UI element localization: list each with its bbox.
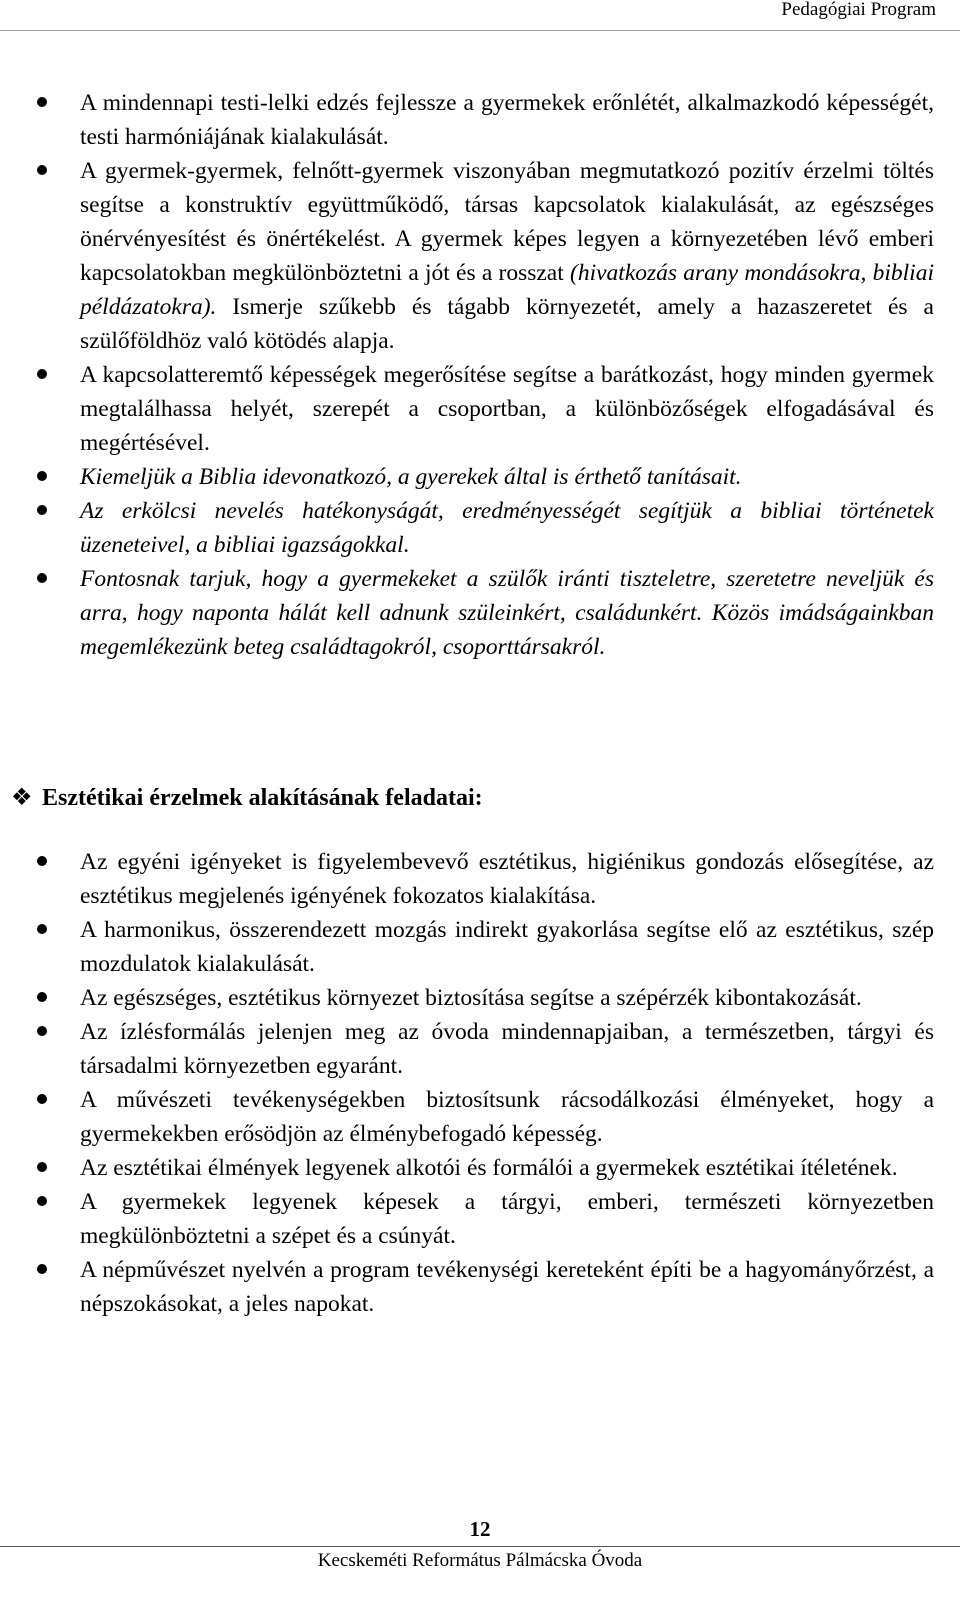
list-item bbox=[0, 981, 960, 1015]
bullet-icon bbox=[37, 1264, 47, 1274]
text-segment: Ismerje szűkebb és tágabb környezetét, amely a hazaszeretet és a szülőföldhöz való kötödés alapja. bbox=[80, 294, 934, 354]
text-segment: A gyermek-gyermek, felnőtt-gyermek viszonyában megmutatkozó pozitív érzelmi töltés segítse a konstruktív együttműködő, társas kapcsolatok kialakulását, az egészséges önérvényesítést és önértékelést. A gyermek képes legyen a környezetében lévő emberi kapcsolatokban megkülönböztetni a jót és a rosszat bbox=[80, 158, 934, 286]
list-item-text: A művészeti tevékenységekben biztosítsunk rácsodálkozási élményeket, hogy a gyermekekben erősödjön az élménybefogadó képesség. bbox=[80, 1087, 934, 1147]
bullet-icon bbox=[37, 97, 47, 107]
list-item-text: A kapcsolatteremtő képességek megerősítése segítse a barátkozást, hogy minden gyermek megtalálhassa helyét, szerepét a csoportban, a különbözőségek elfogadásával és megértésével. bbox=[80, 362, 934, 456]
bullet-icon bbox=[37, 471, 47, 481]
list-item bbox=[0, 494, 960, 562]
bullet-icon bbox=[37, 1196, 47, 1206]
list-item bbox=[0, 1185, 960, 1253]
list-item-text: A mindennapi testi-lelki edzés fejlessze a gyermekek erőnlétét, alkalmazkodó képességét, testi harmóniájának kialakulását. bbox=[80, 90, 934, 150]
moral-education-list bbox=[0, 86, 960, 664]
list-item-text: Az egészséges, esztétikus környezet biztosítása segítse a szépérzék kibontakozását. bbox=[80, 985, 862, 1011]
list-item bbox=[0, 1151, 960, 1185]
list-item-text: A gyermekek legyenek képesek a tárgyi, emberi, természeti környezetben megkülönböztetni a szépet és a csúnyát. bbox=[80, 1189, 934, 1249]
bullet-icon bbox=[37, 165, 47, 175]
list-item-text: Az ízlésformálás jelenjen meg az óvoda mindennapjaiban, a természetben, tárgyi és társadalmi környezetben egyaránt. bbox=[80, 1019, 934, 1079]
section-title: Esztétikai érzelmek alakításának feladatai: bbox=[42, 785, 483, 811]
page-header: Pedagógiai Program bbox=[781, 0, 936, 20]
bullet-icon bbox=[37, 992, 47, 1002]
bullet-icon bbox=[37, 1026, 47, 1036]
list-item-text bbox=[80, 154, 934, 358]
header-divider bbox=[0, 30, 960, 31]
list-item-text: Kiemeljük a Biblia idevonatkozó, a gyerekek által is érthető tanításait. bbox=[80, 464, 742, 490]
list-item bbox=[0, 1083, 960, 1151]
list-item-text: Az egyéni igényeket is figyelembevevő esztétikus, higiénikus gondozás elősegítése, az esztétikus megjelenés igényének fokozatos kialakítása. bbox=[80, 849, 934, 909]
list-item bbox=[0, 460, 960, 494]
footer-divider bbox=[0, 1546, 960, 1547]
list-item bbox=[0, 913, 960, 981]
bullet-icon bbox=[37, 1162, 47, 1172]
list-item-text: Fontosnak tarjuk, hogy a gyermekeket a szülők iránti tiszteletre, szeretetre neveljük és arra, hogy naponta hálát kell adnunk szüleinkért, családunkért. Közös imádságainkban megemlékezünk beteg családtagokról, csoporttársakról. bbox=[80, 566, 934, 660]
list-item bbox=[0, 86, 960, 154]
list-item bbox=[0, 845, 960, 913]
section-heading bbox=[0, 781, 960, 815]
list-item-text: A népművészet nyelvén a program tevékenységi kereteként építi be a hagyományőrzést, a népszokásokat, a jeles napokat. bbox=[80, 1257, 934, 1317]
bullet-icon bbox=[37, 856, 47, 866]
list-item-text: Az esztétikai élmények legyenek alkotói és formálói a gyermekek esztétikai ítéletének. bbox=[80, 1155, 898, 1181]
list-item-text: A harmonikus, összerendezett mozgás indirekt gyakorlása segítse elő az esztétikus, szép mozdulatok kialakulását. bbox=[80, 917, 934, 977]
page-number: 12 bbox=[469, 1517, 491, 1541]
list-item bbox=[0, 1253, 960, 1321]
list-item bbox=[0, 1015, 960, 1083]
bullet-icon bbox=[37, 369, 47, 379]
italic-reference: (hivatkozás arany mondásokra, bibliai példázatokra). bbox=[80, 260, 934, 320]
list-item-text: Az erkölcsi nevelés hatékonyságát, eredményességét segítjük a bibliai történetek üzeneteivel, a bibliai igazságokkal. bbox=[80, 498, 934, 558]
bullet-icon bbox=[37, 1094, 47, 1104]
list-item bbox=[0, 562, 960, 664]
bullet-icon bbox=[37, 924, 47, 934]
list-item bbox=[0, 358, 960, 460]
list-item bbox=[0, 154, 960, 358]
bullet-icon bbox=[37, 573, 47, 583]
page-footer: Kecskeméti Református Pálmácska Óvoda bbox=[317, 1550, 643, 1571]
aesthetic-education-list bbox=[0, 845, 960, 1321]
bullet-icon bbox=[37, 505, 47, 515]
diamond-bullet-icon: ❖ bbox=[11, 785, 33, 811]
